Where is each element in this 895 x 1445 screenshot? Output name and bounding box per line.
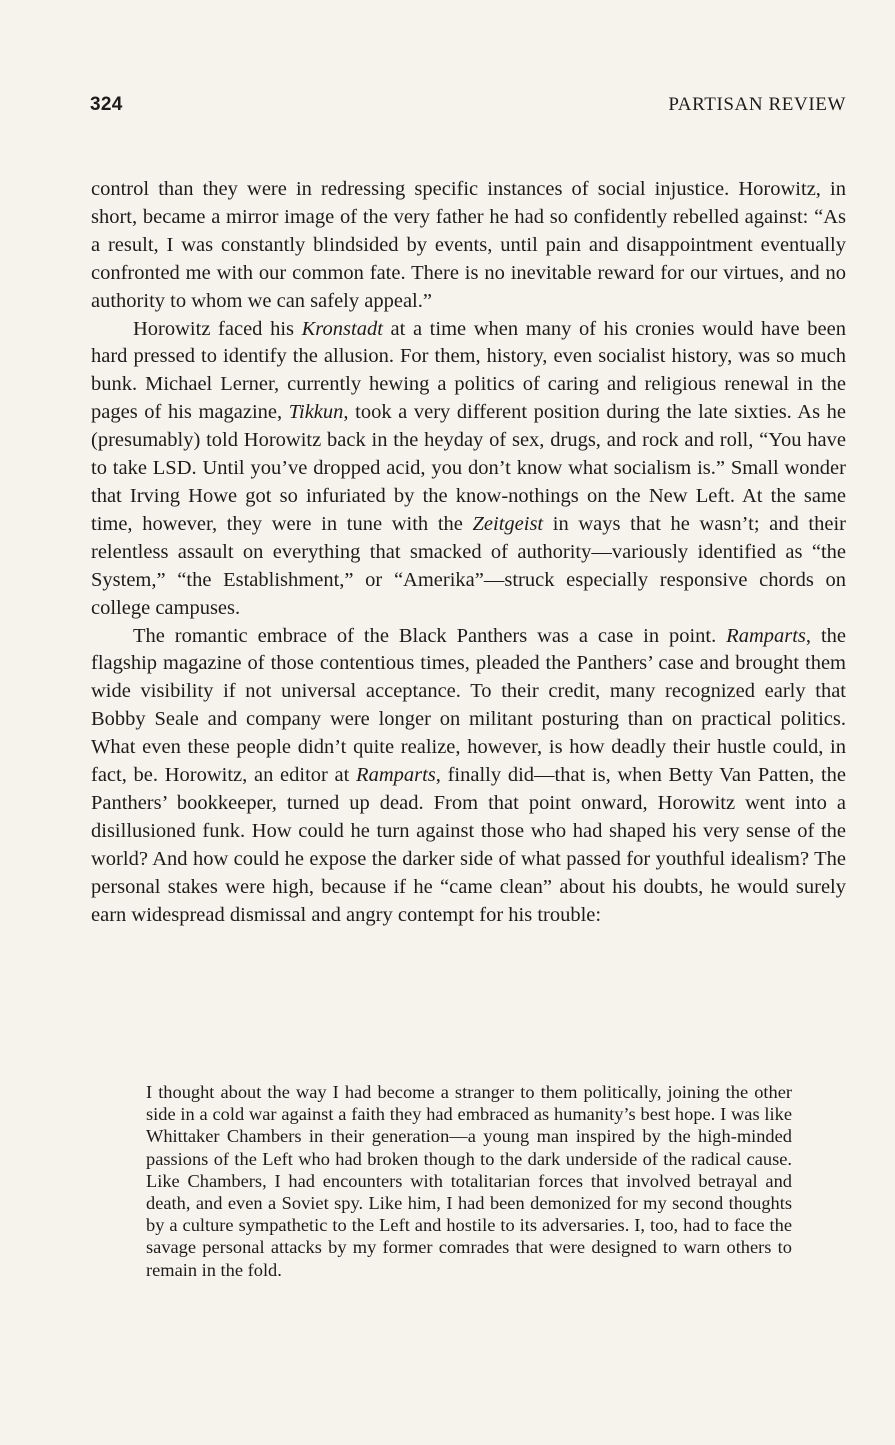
paragraph [91,623,846,930]
italic-title: Tikkun [288,401,344,424]
text-run: , the flagship magazine of those contentious times, pleaded the Panthers’ case and brought them wide visibility if not universal acceptance. To their credit, many recognized early that Bobby Seale and company were longer on militant posturing than on practical politics. What even these people didn’t quite realize, however, is how deadly their hustle could, in fact, be. Horowitz, an editor at [91,624,846,787]
italic-title: Ramparts [356,764,436,787]
text-run: , took a very different position during the late sixties. As he (presumably) told Horowitz back in the heyday of sex, drugs, and rock and roll, “You have to take LSD. Until you’ve dropped acid, you don’t know what socialism is.” Small wonder that Irving Howe got so infuriated by the know-nothings on the New Left. At the same time, however, they were in tune with the [91,401,847,535]
italic-title: Ramparts [726,624,806,647]
text-run: at a time when many of his cronies would have been hard pressed to identify the allusion. For them, history, even socialist history, was so much bunk. Michael Lerner, currently hewing a politics of caring and religious renewal in the pages of his magazine, [91,317,846,424]
text-run: Horowitz faced his [133,317,302,340]
text-run: The romantic embrace of the Black Panthers was a case in point. [133,624,727,647]
page-number: 324 [90,94,123,115]
paragraph [91,176,846,316]
italic-term: Zeitgeist [472,512,544,535]
article-body [91,176,846,929]
text-run: , finally did—that is, when Betty Van Patten, the Panthers’ bookkeeper, turned up dead. From that point onward, Horowitz went into a disillusioned funk. How could he turn against those who had shaped his very sense of the world? And how could he expose the darker side of what passed for youthful idealism? The personal stakes were high, because if he “came clean” about his doubts, he would surely earn widespread dismissal and angry contempt for his trouble: [91,764,846,926]
text-run: control than they were in redressing specific instances of social injustice. Horowitz, in short, became a mirror image of the very father he had so confidently rebelled against: “As a result, I was constantly blindsided by events, until pain and disappointment eventually confronted me with our common fate. There is no inevitable reward for our virtues, and no authority to whom we can safely appeal.” [91,178,846,312]
paragraph [91,316,846,623]
italic-title: Kronstadt [301,317,383,340]
running-head [90,94,846,120]
block-quote: I thought about the way I had become a stranger to them politically, joining the other side in a cold war against a faith they had embraced as humanity’s best hope. I was like Whittaker Chambers in their generation—a young man inspired by the high-minded passions of the Left who had broken though to the dark underside of the radical cause. Like Chambers, I had encounters with totalitarian forces that involved betrayal and death, and even a Soviet spy. Like him, I had been demonized for my second thoughts by a culture sympathetic to the Left and hostile to its adversaries. I, too, had to face the savage personal attacks by my former comrades that were designed to warn others to remain in the fold. [146,1082,792,1280]
journal-title: PARTISAN REVIEW [668,94,846,115]
text-run: in ways that he wasn’t; and their relentless assault on everything that smacked of authority—variously identified as “the System,” “the Establishment,” or “Amerika”—struck especially responsive chords on college campuses. [91,512,846,619]
